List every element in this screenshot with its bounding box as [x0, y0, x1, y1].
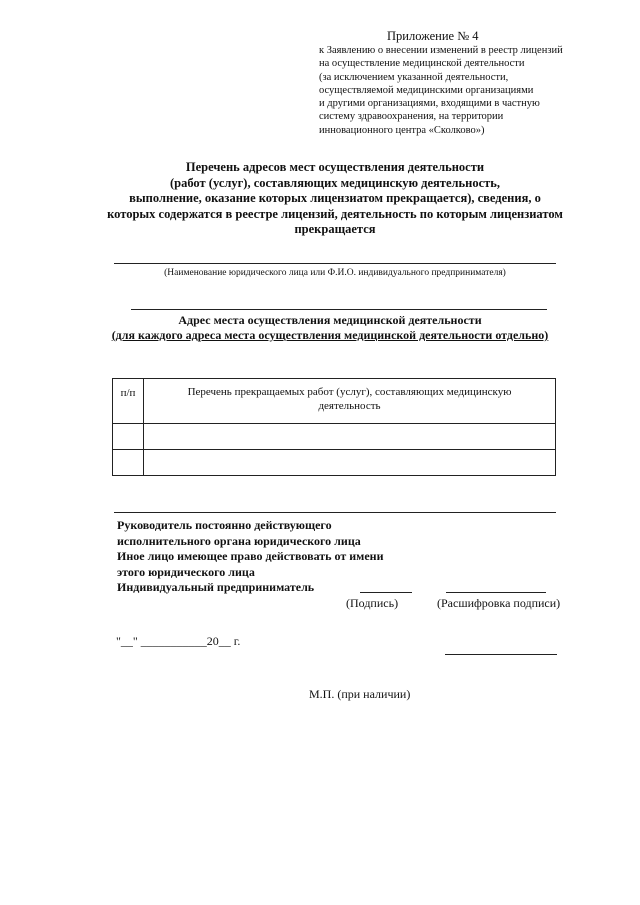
- address-heading: [80, 313, 580, 343]
- date-field[interactable]: "__" ___________20__ г.: [116, 634, 241, 648]
- annex-line: систему здравоохранения, на территории: [319, 111, 504, 123]
- document-title: [100, 160, 570, 238]
- table-row: [113, 424, 556, 450]
- title-line: Перечень адресов мест осуществления деятельности: [185, 160, 485, 174]
- address-line[interactable]: [131, 309, 547, 310]
- works-table: [112, 378, 556, 476]
- table-row: [113, 450, 556, 476]
- title-line: выполнение, оказание которых лицензиатом прекращается), сведения, о: [129, 191, 541, 205]
- signer-line: Руководитель постоянно действующего: [117, 518, 332, 532]
- signature-label: (Подпись): [346, 596, 399, 610]
- signer-line: этого юридического лица: [117, 564, 255, 579]
- signers-block: [117, 518, 384, 596]
- signature-line[interactable]: [360, 592, 412, 593]
- title-line: прекращается: [294, 222, 376, 236]
- stamp-label: М.П. (при наличии): [309, 687, 411, 701]
- annex-line: инновационного центра «Сколково»): [319, 124, 485, 136]
- annex-title: Приложение № 4: [387, 29, 479, 43]
- column-header-works: [144, 379, 556, 424]
- extra-signature-line[interactable]: [445, 654, 557, 655]
- annex-line: (за исключением указанной деятельности,: [319, 71, 509, 83]
- table-header-row: [113, 379, 556, 424]
- annex-description: [319, 44, 563, 137]
- column-header-works-line: деятельность: [318, 400, 381, 412]
- organization-name-caption: (Наименование юридического лица или Ф.И.О. индивидуального предпринимателя): [164, 268, 506, 278]
- decoding-label: (Расшифровка подписи): [437, 596, 561, 610]
- signer-line: Иное лицо имеющее право действовать от имени: [117, 549, 384, 563]
- signer-line: Индивидуальный предприниматель: [117, 580, 315, 594]
- annex-line: осуществляемой медицинскими организациями: [319, 84, 534, 96]
- table-cell-number[interactable]: [113, 424, 144, 450]
- annex-line: на осуществление медицинской деятельности: [319, 58, 525, 70]
- annex-line: к Заявлению о внесении изменений в реестр лицензий: [319, 45, 563, 56]
- address-heading-subline: (для каждого адреса места осуществления медицинской деятельности отдельно): [111, 328, 549, 342]
- title-line: (работ (услуг), составляющих медицинскую деятельность,: [169, 175, 500, 190]
- signer-line: исполнительного органа юридического лица: [117, 533, 361, 548]
- signature-decoding-line[interactable]: [446, 592, 546, 593]
- title-line: которых содержатся в реестре лицензий, деятельность по которым лицензиатом: [107, 206, 563, 221]
- table-cell-number[interactable]: [113, 450, 144, 476]
- address-heading-line: Адрес места осуществления медицинской деятельности: [178, 313, 482, 327]
- column-header-works-line: Перечень прекращаемых работ (услуг), составляющих медицинскую: [187, 386, 512, 398]
- annex-line: и другими организациями, входящими в частную: [319, 98, 540, 110]
- section-divider: [114, 512, 556, 513]
- organization-name-line[interactable]: [114, 263, 556, 264]
- table-cell-works[interactable]: [144, 424, 556, 450]
- table-cell-works[interactable]: [144, 450, 556, 476]
- column-header-number: п/п: [113, 379, 144, 424]
